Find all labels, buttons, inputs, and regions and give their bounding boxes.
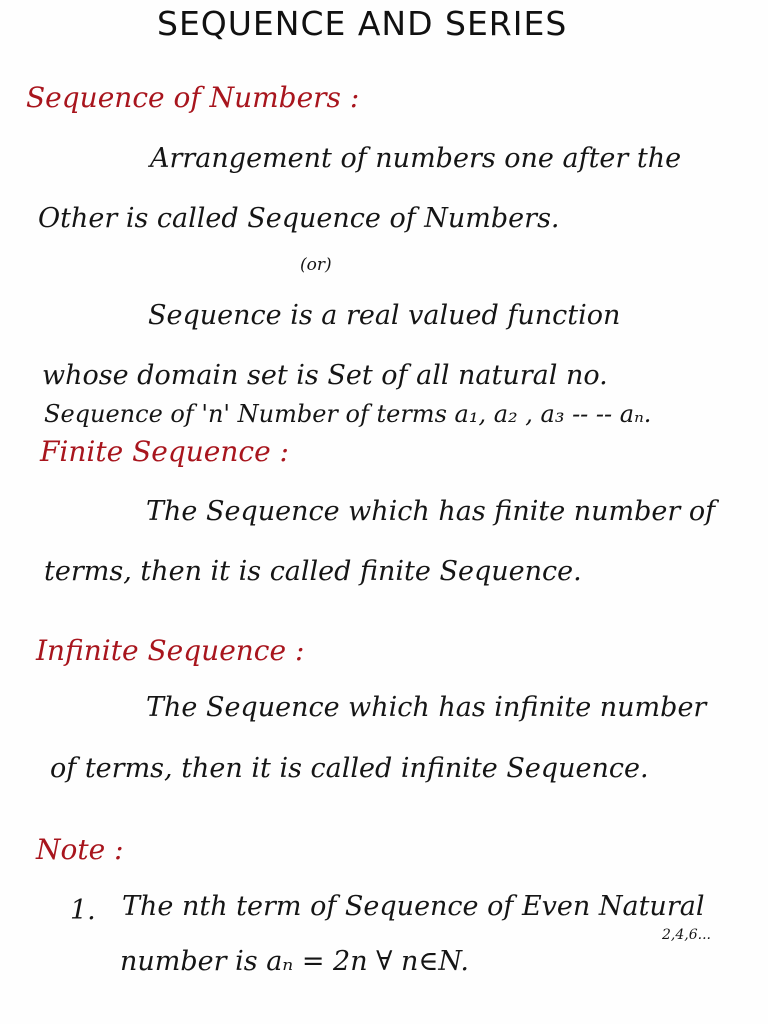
even-natural-series: 2,4,6... xyxy=(662,927,711,943)
definition-line-5: Sequence of 'n' Number of terms a₁, a₂ , a₃ -- -- aₙ. xyxy=(44,400,652,428)
infinite-line-2: of terms, then it is called infinite Sequence. xyxy=(50,753,649,784)
page-title: SEQUENCE AND SERIES xyxy=(157,4,568,43)
note-item-1-line-2: number is aₙ = 2n ∀ n∈N. xyxy=(120,946,469,977)
finite-line-2: terms, then it is called finite Sequence. xyxy=(44,556,582,587)
infinite-line-1: The Sequence which has infinite number xyxy=(146,692,707,723)
heading-sequence-of-numbers: Sequence of Numbers : xyxy=(26,81,360,114)
note-item-1-line-1: The nth term of Sequence of Even Natural xyxy=(122,891,705,922)
or-connector: (or) xyxy=(300,255,332,275)
definition-line-2: Other is called Sequence of Numbers. xyxy=(38,203,560,234)
definition-line-1: Arrangement of numbers one after the xyxy=(150,143,682,174)
definition-line-4: whose domain set is Set of all natural no. xyxy=(42,360,608,391)
note-item-1-number: 1. xyxy=(70,895,96,926)
heading-finite-sequence: Finite Sequence : xyxy=(40,435,289,468)
definition-line-3: Sequence is a real valued function xyxy=(148,300,621,331)
finite-line-1: The Sequence which has finite number of xyxy=(146,496,716,527)
heading-note: Note : xyxy=(36,833,124,866)
heading-infinite-sequence: Infinite Sequence : xyxy=(36,634,305,667)
